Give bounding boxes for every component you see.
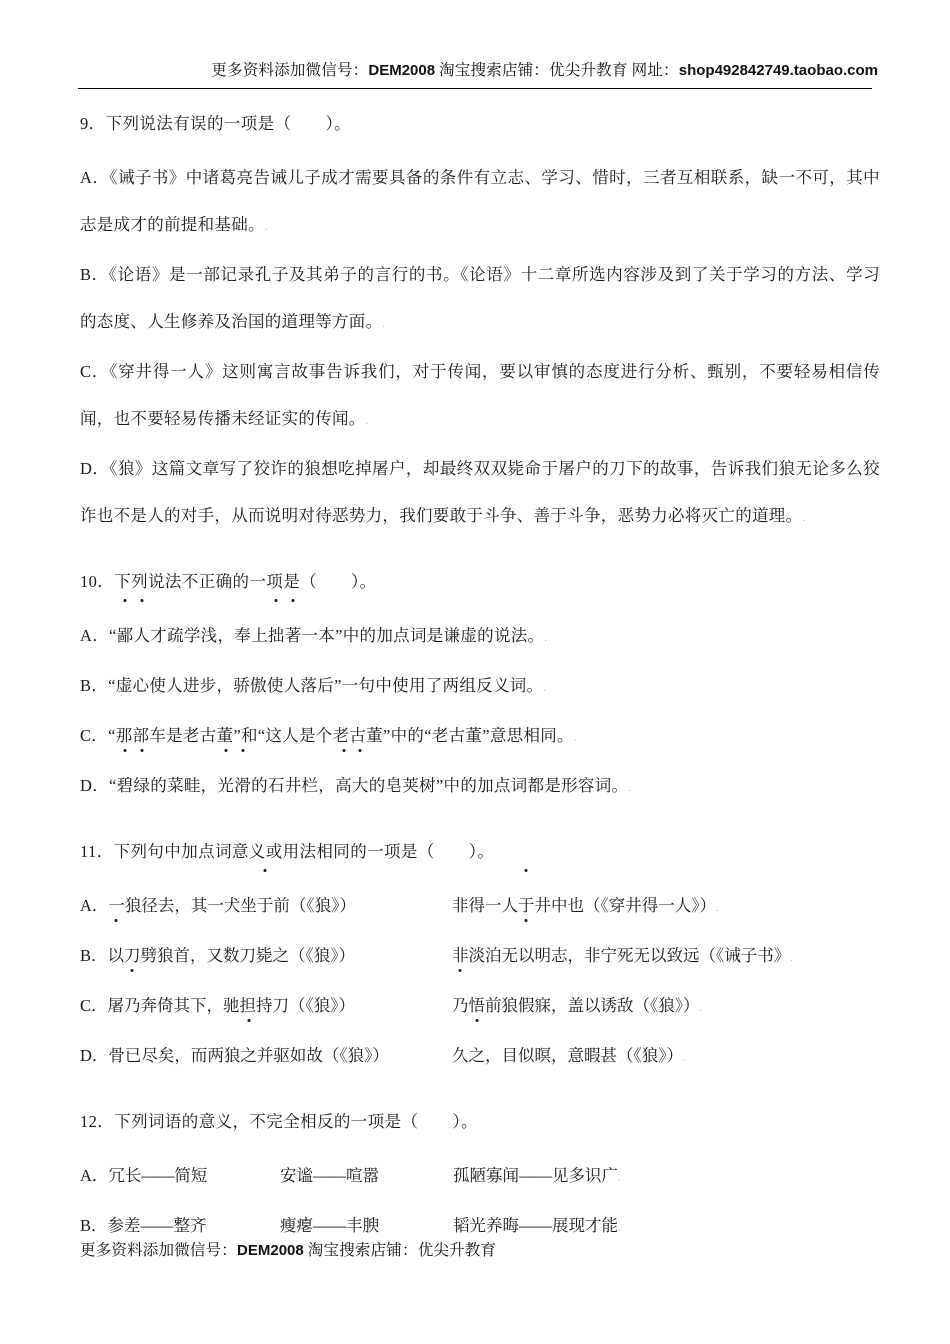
- option-right-column: [452, 1032, 880, 1082]
- option-row-d[interactable]: [80, 445, 880, 542]
- option-row-a[interactable]: [80, 154, 880, 251]
- option-row-a[interactable]: [80, 612, 880, 662]
- line-artifact: .: [382, 318, 386, 330]
- option-text: 《穿井得一人》这则寓言故事告诉我们，对于传闻，要以审慎的态度进行分析、甄别，不要轻易相信传闻，也不要轻易传播未经证实的传闻。: [80, 362, 880, 428]
- header-middle: 淘宝搜索店铺：优尖升教育 网址：: [435, 62, 679, 79]
- emphasis-dot-char: 拙: [268, 612, 285, 659]
- question-10: [80, 562, 880, 812]
- option-pair-2: 安谧——喧嚣: [280, 1166, 379, 1185]
- spacer: [80, 144, 880, 154]
- option-row-c[interactable]: [80, 712, 880, 762]
- question-stem-text: 下列说法有误的一项是（: [105, 114, 292, 133]
- line-artifact: .: [628, 782, 632, 794]
- option-text: “那部车是老古董”和“这人是个老古董”中的“老古董”意思相同。: [108, 726, 574, 745]
- option-right-column: [452, 882, 880, 932]
- emphasis-dot-char: 著: [285, 612, 302, 659]
- emphasis-dot-char: 大: [352, 762, 369, 809]
- option-left-text: 以刀劈狼首，又数刀毙之（《狼》）: [108, 946, 356, 965]
- option-row-c[interactable]: [80, 348, 880, 445]
- option-row-d[interactable]: [80, 762, 880, 812]
- option-row-d[interactable]: [80, 1032, 880, 1082]
- option-text: 《狼》这篇文章写了狡诈的狼想吃掉屠户，却最终双双毙命于屠户的刀下的故事，告诉我们狼无论多么狡诈也不是人的对手，从而说明对待恶势力，我们要敢于斗争、善于斗争，恶势力必将灭亡的道理。: [80, 459, 880, 525]
- line-artifact: .: [790, 952, 793, 964]
- option-right-text: 非得一人于井中也（《穿井得一人》）: [452, 896, 716, 915]
- option-label: A．: [80, 626, 110, 645]
- spacer: [80, 1142, 880, 1152]
- option-text: “碧绿的菜畦，光滑的石井栏，高大的皂荚树”中的加点词都是形容词。: [109, 776, 628, 795]
- question-stem: [80, 562, 880, 602]
- line-artifact: .: [365, 415, 369, 427]
- question-number: 10．: [80, 572, 115, 591]
- footer-watermark: [80, 1238, 496, 1260]
- emphasis-dot-char: 乃: [452, 982, 469, 1029]
- question-stem-tail: ）。: [468, 842, 495, 861]
- option-label: C．: [80, 726, 109, 745]
- option-left-column: [80, 1032, 452, 1082]
- question-stem: [80, 104, 880, 144]
- option-label: B．: [80, 1216, 108, 1235]
- line-artifact: .: [573, 732, 577, 744]
- emphasis-dot-char: 碧: [117, 762, 134, 809]
- option-column-3: [453, 1202, 880, 1252]
- line-artifact: .: [802, 512, 806, 524]
- emphasis-dot-char: 人: [133, 612, 150, 659]
- option-text: “虚心使人进步，骄傲使人落后”一句中使用了两组反义词。: [108, 676, 544, 695]
- questions-container: [80, 104, 880, 1254]
- option-label: A．: [80, 896, 109, 915]
- emphasis-dot-char: 滑: [234, 762, 251, 809]
- question-stem: [80, 832, 880, 872]
- line-artifact: .: [544, 632, 548, 644]
- option-right-column: [452, 932, 880, 982]
- question-stem-text: 下列说法不正确的一项是（: [114, 572, 318, 591]
- option-right-column: [452, 982, 880, 1032]
- header-watermark: [78, 58, 878, 80]
- header-shop-url: shop492842749.taobao.com: [678, 62, 878, 79]
- option-left-text: 骨已尽矣，而两狼之并驱如故（《狼》）: [108, 1046, 389, 1065]
- option-row-a[interactable]: [80, 1152, 880, 1202]
- option-column-2: [280, 1152, 453, 1202]
- emphasis-dot-char: 之: [240, 1032, 257, 1079]
- emphasis-dot-char: 绿: [133, 762, 150, 809]
- question-number: 12．: [80, 1112, 115, 1131]
- question-stem-text: 下列句中加点词意义或用法相同的一项是（: [113, 842, 435, 861]
- question-11: [80, 832, 880, 1082]
- option-text: 《论语》是一部记录孔子及其弟子的言行的书。《论语》十二章所选内容涉及到了关于学习的方法、学习的态度、人生修养及治国的道理等方面。: [80, 265, 880, 331]
- spacer: [80, 602, 880, 612]
- line-artifact: .: [683, 1052, 686, 1064]
- emphasis-dot-char: 于: [518, 882, 535, 929]
- line-artifact: .: [699, 1002, 703, 1014]
- question-stem-tail: ）。: [325, 114, 352, 133]
- option-pair-1: 冗长——简短: [108, 1166, 208, 1185]
- option-row-b[interactable]: [80, 932, 880, 982]
- option-label: B．: [80, 946, 108, 965]
- spacer: [80, 1084, 880, 1102]
- line-artifact: .: [264, 221, 268, 233]
- option-text: 《诫子书》中诸葛亮告诫儿子成才需要具备的条件有立志、学习、惜时，三者互相联系，缺一不可，其中志是成才的前提和基础。: [80, 168, 880, 234]
- option-label: D．: [80, 776, 110, 795]
- option-row-b[interactable]: [80, 251, 880, 348]
- option-text: “鄙人才疏学浅，奉上拙著一本”中的加点词是谦虚的说法。: [109, 626, 544, 645]
- option-pair-3: 孤陋寡闻——见多识广: [453, 1166, 618, 1185]
- question-number: 11．: [80, 842, 114, 861]
- option-label: A．: [80, 168, 110, 187]
- option-left-text: 屠乃奔倚其下，驰担持刀（《狼》）: [108, 996, 356, 1015]
- question-9: [80, 104, 880, 542]
- question-number: 9．: [80, 114, 106, 133]
- option-label: A．: [80, 1166, 109, 1185]
- line-artifact: .: [543, 682, 547, 694]
- option-right-text: 久之，目似暝，意暇甚（《狼》）: [452, 1046, 683, 1065]
- option-left-column: [80, 882, 452, 932]
- footer-prefix: 更多资料添加微信号：: [80, 1242, 238, 1259]
- line-artifact: .: [716, 902, 719, 914]
- option-label: D．: [80, 459, 110, 478]
- footer-suffix: 淘宝搜索店铺：优尖升教育: [303, 1242, 497, 1259]
- emphasis-dot-char: 光: [217, 762, 234, 809]
- header-prefix: 更多资料添加微信号：: [211, 62, 369, 79]
- question-stem-tail: ）。: [351, 572, 377, 591]
- option-pair-3: 韬光养晦——展现才能: [453, 1216, 618, 1235]
- header-wechat-id: DEM2008: [368, 62, 436, 79]
- option-right-text: 非淡泊无以明志，非宁死无以致远（《诫子书》: [452, 946, 790, 965]
- option-label: B．: [80, 265, 109, 284]
- emphasis-dot-char: 鄙: [117, 612, 134, 659]
- line-artifact: .: [618, 1222, 621, 1234]
- spacer: [80, 544, 880, 562]
- option-left-text: 一狼径去，其一犬坐于前（《狼》）: [108, 896, 356, 915]
- option-label: D．: [80, 1046, 109, 1065]
- option-left-column: [80, 932, 452, 982]
- option-pair-1: 参差——整齐: [107, 1216, 207, 1235]
- option-row-b[interactable]: [80, 662, 880, 712]
- option-row-a[interactable]: [80, 882, 880, 932]
- emphasis-dot-char: 以: [518, 932, 535, 979]
- emphasis-dot-char: 之: [469, 1032, 486, 1079]
- option-left-column: [80, 982, 452, 1032]
- emphasis-dot-char: 高: [335, 762, 352, 809]
- question-12: [80, 1102, 880, 1252]
- spacer: [80, 814, 880, 832]
- header-divider: [78, 88, 872, 89]
- option-right-text: 乃悟前狼假寐，盖以诱敌（《狼》）: [452, 996, 700, 1015]
- emphasis-dot-char: 以: [108, 932, 125, 979]
- option-pair-2: 瘦瘪——丰腴: [280, 1216, 379, 1235]
- question-stem-text: 下列词语的意义，不完全相反的一项是（: [114, 1112, 419, 1131]
- emphasis-dot-char: 乃: [124, 982, 141, 1029]
- question-stem-tail: ）。: [452, 1112, 478, 1131]
- footer-wechat-id: DEM2008: [237, 1242, 304, 1259]
- option-label: C．: [80, 996, 108, 1015]
- option-label: B．: [80, 676, 109, 695]
- emphasis-dot-char: 于: [257, 882, 274, 929]
- line-artifact: .: [618, 1172, 621, 1184]
- option-row-c[interactable]: [80, 982, 880, 1032]
- option-column-3: [453, 1152, 880, 1202]
- question-stem: [80, 1102, 880, 1142]
- option-column-1: [80, 1152, 280, 1202]
- option-label: C．: [80, 362, 110, 381]
- spacer: [80, 872, 880, 882]
